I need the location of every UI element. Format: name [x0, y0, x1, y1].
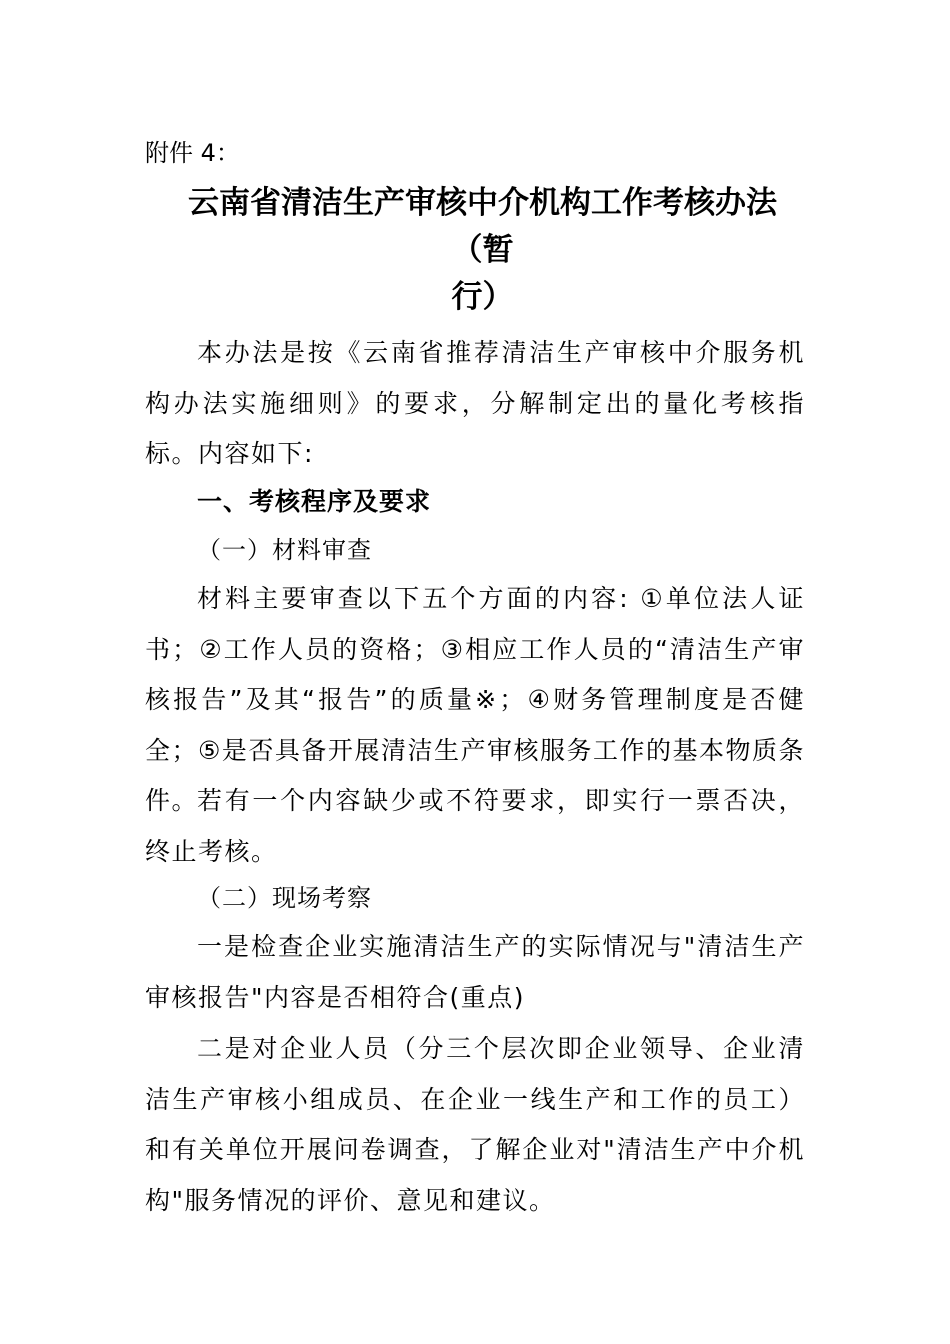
subsection-heading-materials: （一）材料审查 [197, 536, 372, 564]
intro-paragraph: 本办法是按《云南省推荐清洁生产审核中介服务机构办法实施细则》的要求，分解制定出的量化考核指标。内容如下: [145, 338, 805, 468]
survey-paragraph: 二是对企业人员（分三个层次即企业领导、企业清洁生产审核小组成员、在企业一线生产和工作的员工）和有关单位开展问卷调查，了解企业对"清洁生产中介机构"服务情况的评价、意见和建议。 [145, 1034, 805, 1215]
title-line-2: 行） [451, 279, 514, 315]
veto-paragraph: 若有一个内容缺少或不符要求，即实行一票否决，终止考核。 [145, 786, 805, 866]
section-heading: 一、考核程序及要求 [197, 487, 432, 516]
site-check-paragraph: 一是检查企业实施清洁生产的实际情况与"清洁生产审核报告"内容是否相符合(重点) [145, 932, 805, 1012]
title-line-1: 云南省清洁生产审核中介机构工作考核办法（暂 [188, 185, 777, 268]
attachment-label: 附件 4： [145, 139, 240, 167]
materials-paragraph: 材料主要审查以下五个方面的内容: ①单位法人证书；②工作人员的资格；③相应工作人员的“清洁生产审核报告”及其“报告”的质量※；④财务管理制度是否健全；⑤是否具备开展清洁生产审核服务工作的基本物质条件。 [145, 584, 805, 815]
document-title [160, 180, 805, 321]
subsection-heading-site-visit: （二）现场考察 [197, 884, 372, 912]
